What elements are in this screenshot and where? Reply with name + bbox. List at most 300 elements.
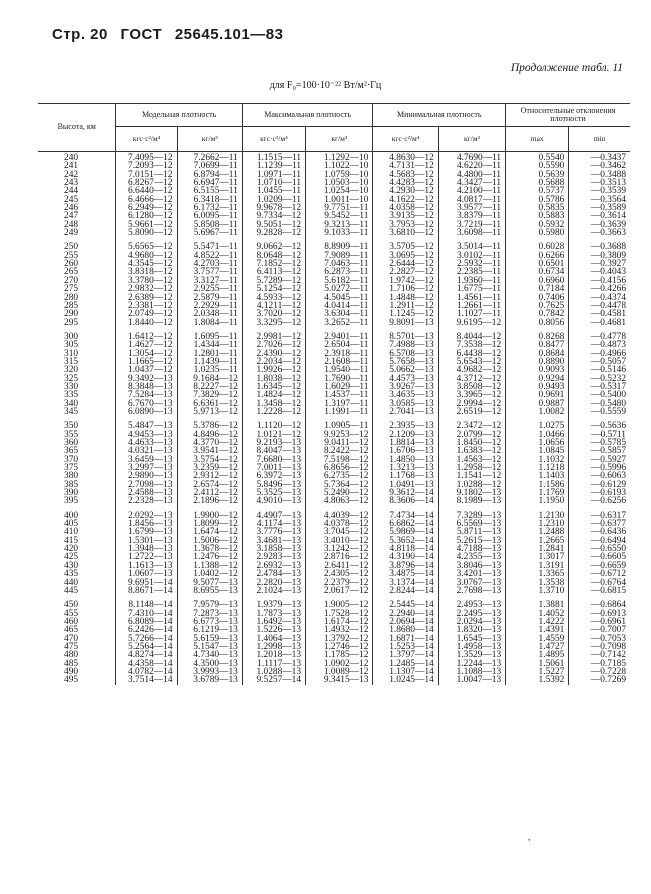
value-cell: 3.3127—11 [177, 277, 242, 285]
value-cell: —0.3564 [569, 196, 630, 204]
value-cell: —0.6063 [569, 472, 630, 480]
height-cell: 245 [64, 194, 79, 205]
value-cell: 1.2228—12 [242, 408, 305, 416]
value-cell: 1.6706—13 [373, 447, 438, 455]
value-cell: —0.4778 [569, 333, 630, 341]
value-cell: 2.9255—11 [177, 285, 242, 293]
value-cell: 1.8038—12 [242, 375, 305, 383]
value-cell: 6.6947—11 [177, 179, 242, 187]
value-cell: 1.6799—13 [116, 528, 177, 536]
value-cell: 2.3918—11 [306, 350, 373, 358]
value-cell: 4.3427—11 [438, 179, 505, 187]
value-cell: 7.0463—11 [306, 260, 373, 268]
value-cell: 1.0235—11 [177, 366, 242, 374]
value-cell: 6.5155—11 [177, 187, 242, 195]
value-cell: 1.1541—12 [438, 472, 505, 480]
height-cell: 310 [64, 348, 79, 359]
value-cell: 2.0799—12 [438, 431, 505, 439]
value-cell: 8.3848—13 [116, 383, 177, 391]
value-cell: —0.4478 [569, 302, 630, 310]
value-cell: 0.7842 [506, 310, 569, 318]
height-cell: 370 [64, 454, 79, 465]
value-cell: —0.3539 [569, 187, 630, 195]
value-cell: 1.8320—13 [438, 626, 505, 634]
value-cell: 1.6492—13 [242, 618, 305, 626]
value-cell: —0.7142 [569, 651, 630, 659]
value-cell: 9.1033—11 [306, 229, 373, 237]
value-cell: 8.2227—12 [177, 383, 242, 391]
value-cell: —0.3809 [569, 252, 630, 260]
value-cell: 0.5786 [506, 196, 569, 204]
height-cell: 480 [64, 650, 79, 661]
value-cell: 1.9360—11 [438, 277, 505, 285]
value-cell: 7.1852—12 [242, 260, 305, 268]
value-cell: 1.0971—11 [242, 171, 305, 179]
height-cell: 325 [64, 373, 79, 384]
value-cell: 1.7528—12 [306, 610, 373, 618]
value-cell: —0.6436 [569, 528, 630, 536]
value-cell: 1.6412—12 [116, 333, 177, 341]
value-cell: —0.6961 [569, 618, 630, 626]
value-cell: 1.0011—10 [306, 196, 373, 204]
value-cell: 1.3054—12 [116, 350, 177, 358]
value-cell: 4.3770—12 [177, 439, 242, 447]
value-cell: 1.2665 [506, 537, 569, 545]
value-cell: 3.5014—11 [438, 243, 505, 251]
value-cell: 1.0402—12 [177, 570, 242, 578]
value-cell: 3.9267—13 [373, 383, 438, 391]
table-row [38, 587, 630, 595]
value-cell: —0.4966 [569, 350, 630, 358]
value-cell: 2.4784—13 [242, 570, 305, 578]
value-cell: 1.4391 [506, 626, 569, 634]
value-cell: 2.2034—12 [242, 358, 305, 366]
value-cell: 1.6474—12 [177, 528, 242, 536]
value-cell: 0.9294 [506, 375, 569, 383]
value-cell: —0.4581 [569, 310, 630, 318]
value-cell: 1.2958—12 [438, 464, 505, 472]
value-cell: 0.5932 [506, 221, 569, 229]
value-cell: 9.7334—12 [242, 212, 305, 220]
height-cell: 455 [64, 608, 79, 619]
value-cell: 1.4958—13 [438, 643, 505, 651]
value-cell: 4.4358—14 [116, 660, 177, 668]
value-cell: 3.6810—12 [373, 229, 438, 237]
value-cell: 1.0254—10 [306, 187, 373, 195]
value-cell: 1.0759—10 [306, 171, 373, 179]
value-cell: 1.9379—13 [242, 601, 305, 609]
value-cell: 3.6459—13 [116, 456, 177, 464]
value-cell: 3.4635—13 [373, 391, 438, 399]
value-cell: 1.5227 [506, 668, 569, 676]
value-cell: 1.4824—12 [242, 391, 305, 399]
value-cell: 1.8440—12 [116, 319, 177, 327]
table-row [38, 408, 630, 416]
value-cell: —0.3663 [569, 229, 630, 237]
value-cell: 6.6773—13 [177, 618, 242, 626]
value-cell: 4.9453—13 [116, 431, 177, 439]
value-cell: 5.7658—13 [373, 358, 438, 366]
height-cell: 285 [64, 300, 79, 311]
value-cell: 2.0348—11 [177, 310, 242, 318]
value-cell: 7.2093—12 [116, 162, 177, 170]
value-cell: 6.5708—13 [373, 350, 438, 358]
value-cell: 2.0292—13 [116, 512, 177, 520]
value-cell: 1.7690—11 [306, 375, 373, 383]
value-cell: 6.7670—13 [116, 400, 177, 408]
value-cell: 9.5077—13 [177, 579, 242, 587]
value-cell: 1.9926—12 [242, 366, 305, 374]
value-cell: 2.2495—13 [438, 610, 505, 618]
value-cell: 7.5198—12 [306, 456, 373, 464]
value-cell: 1.4537—11 [306, 391, 373, 399]
value-cell: 3.0767—13 [438, 579, 505, 587]
value-cell: 9.6195—12 [438, 319, 505, 327]
value-cell: —0.3437 [569, 152, 630, 163]
value-cell: 0.5639 [506, 171, 569, 179]
value-cell: 0.9093 [506, 366, 569, 374]
value-cell: 3.7776—13 [242, 528, 305, 536]
value-cell: 0.6960 [506, 277, 569, 285]
value-cell: 1.4848—12 [373, 294, 438, 302]
value-cell: 1.1515—11 [242, 152, 305, 163]
value-cell: 2.1608—11 [306, 358, 373, 366]
height-cell: 280 [64, 292, 79, 303]
value-cell: 2.8716—12 [306, 553, 373, 561]
height-cell: 240 [64, 153, 79, 163]
value-cell: 1.9005—12 [306, 601, 373, 609]
value-cell: 1.1218 [506, 464, 569, 472]
value-cell: 6.8656—12 [306, 464, 373, 472]
value-cell: 1.6545—13 [438, 635, 505, 643]
height-cell: 247 [64, 211, 79, 222]
value-cell: 9.9253—12 [306, 431, 373, 439]
value-cell: 2.0294—13 [438, 618, 505, 626]
value-cell: —0.7185 [569, 660, 630, 668]
height-cell: 410 [64, 527, 79, 538]
value-cell: 0.7406 [506, 294, 569, 302]
unit-header: кг/м³ [306, 127, 373, 152]
value-cell: 6.3418—11 [177, 196, 242, 204]
value-cell: 1.1307—14 [373, 668, 438, 676]
value-cell: 1.3365 [506, 570, 569, 578]
value-cell: 1.2841 [506, 545, 569, 553]
height-cell: 241 [64, 161, 79, 172]
value-cell: 1.2998—13 [242, 643, 305, 651]
value-cell: 6.4113—12 [242, 268, 305, 276]
value-cell: 1.1022—10 [306, 162, 373, 170]
value-cell: 0.5737 [506, 187, 569, 195]
value-cell: —0.4043 [569, 268, 630, 276]
page-number: Стр. 20 [52, 26, 108, 43]
value-cell: 2.9401—11 [306, 333, 373, 341]
value-cell: 1.0288—13 [242, 668, 305, 676]
height-cell: 435 [64, 569, 79, 580]
value-cell: 1.3458—12 [242, 400, 305, 408]
unit-header: кгс·с²/м⁴ [242, 127, 305, 152]
value-cell: 0.6028 [506, 243, 569, 251]
value-cell: 1.4344—11 [177, 341, 242, 349]
value-cell: —0.4681 [569, 319, 630, 327]
value-cell: 6.2426—14 [116, 626, 177, 634]
value-cell: 0.8890 [506, 358, 569, 366]
value-cell: 8.8671—14 [116, 587, 177, 595]
value-cell: —0.5559 [569, 408, 630, 416]
value-cell: 9.5452—11 [306, 212, 373, 220]
value-cell: 0.7184 [506, 285, 569, 293]
value-cell: 1.3948—13 [116, 545, 177, 553]
value-cell: 5.3786—12 [177, 422, 242, 430]
value-cell: 7.0011—13 [242, 464, 305, 472]
value-cell: 1.3538 [506, 579, 569, 587]
value-cell: 2.2827—12 [373, 268, 438, 276]
standard-number: 25645.101—83 [174, 26, 284, 43]
value-cell: 3.7577—11 [177, 268, 242, 276]
value-cell: 8.1989—13 [438, 497, 505, 505]
value-cell: 6.3972—13 [242, 472, 305, 480]
value-cell: 4.4573—13 [373, 375, 438, 383]
value-cell: 3.5754—12 [177, 456, 242, 464]
value-cell: 1.0047—13 [438, 676, 505, 684]
value-cell: —0.6193 [569, 489, 630, 497]
value-cell: 2.7041—13 [373, 408, 438, 416]
value-cell: 4.3190—14 [373, 553, 438, 561]
value-cell: 1.0275 [506, 422, 569, 430]
value-cell: 3.8796—14 [373, 562, 438, 570]
value-cell: 1.1027—11 [438, 310, 505, 318]
value-cell: 1.8680—14 [373, 626, 438, 634]
value-cell: —0.5636 [569, 422, 630, 430]
value-cell: —0.3488 [569, 171, 630, 179]
value-cell: 1.1239—11 [242, 162, 305, 170]
height-cell: 355 [64, 429, 79, 440]
value-cell: 7.2873—13 [177, 610, 242, 618]
height-cell: 415 [64, 535, 79, 546]
value-cell: 7.6680—13 [242, 456, 305, 464]
height-cell: 380 [64, 471, 79, 482]
height-cell: 460 [64, 616, 79, 627]
value-cell: 3.9577—11 [438, 204, 505, 212]
value-cell: 3.0695—12 [373, 252, 438, 260]
value-cell: 5.7364—12 [306, 481, 373, 489]
value-cell: 1.8084—11 [177, 319, 242, 327]
value-cell: 3.8508—12 [438, 383, 505, 391]
value-cell: 5.2615—13 [438, 537, 505, 545]
value-cell: 7.0699—11 [177, 162, 242, 170]
unit-header: кг/м³ [438, 127, 505, 152]
value-cell: 1.3017 [506, 553, 569, 561]
value-cell: 1.6345—12 [242, 383, 305, 391]
value-cell: 4.5933—12 [242, 294, 305, 302]
value-cell: 8.4044—12 [438, 333, 505, 341]
value-cell: 9.0662—12 [242, 243, 305, 251]
value-cell: 1.8456—13 [116, 520, 177, 528]
value-cell: 4.4800—11 [438, 171, 505, 179]
value-cell: 4.0817—11 [438, 196, 505, 204]
value-cell: 4.6220—11 [438, 162, 505, 170]
value-cell: 4.7340—13 [177, 651, 242, 659]
value-cell: 1.1665—12 [116, 358, 177, 366]
value-cell: 2.1896—12 [177, 497, 242, 505]
value-cell: —0.6605 [569, 553, 630, 561]
height-cell: 420 [64, 544, 79, 555]
value-cell: 8.8909—11 [306, 243, 373, 251]
value-cell: 7.4988—13 [373, 341, 438, 349]
value-cell: —0.5057 [569, 358, 630, 366]
value-cell: —0.5711 [569, 431, 630, 439]
value-cell: —0.5317 [569, 383, 630, 391]
height-cell: 248 [64, 219, 79, 230]
value-cell: 5.9713—12 [177, 408, 242, 416]
value-cell: 1.0607—13 [116, 570, 177, 578]
value-cell: 1.5392 [506, 676, 569, 684]
value-cell: 2.7098—13 [116, 481, 177, 489]
value-cell: 3.8318—12 [116, 268, 177, 276]
header-model-density: Модельная плотность [116, 104, 242, 127]
unit-header: max [506, 127, 569, 152]
table-continuation: Продолжение табл. 11 [510, 62, 623, 74]
value-cell: 2.2820—13 [242, 579, 305, 587]
header-height: Высота, км [38, 104, 116, 152]
value-cell: 9.5051—12 [242, 221, 305, 229]
height-cell: 400 [64, 510, 79, 521]
value-cell: 2.9994—12 [438, 400, 505, 408]
value-cell: 1.5226—13 [242, 626, 305, 634]
value-cell: 3.7020—12 [242, 310, 305, 318]
value-cell: 4.8063—12 [306, 497, 373, 505]
value-cell: 5.1254—12 [242, 285, 305, 293]
value-cell: 9.1802—13 [438, 489, 505, 497]
table-row [38, 229, 630, 237]
height-cell: 335 [64, 390, 79, 401]
value-cell: 1.4559 [506, 635, 569, 643]
value-cell: 1.0656 [506, 439, 569, 447]
value-cell: 3.8379—11 [438, 212, 505, 220]
value-cell: 1.3797—14 [373, 651, 438, 659]
value-cell: 9.2828—12 [242, 229, 305, 237]
value-cell: 2.7026—12 [242, 341, 305, 349]
page-header [52, 26, 291, 43]
value-cell: 1.1769 [506, 489, 569, 497]
value-cell: —0.3513 [569, 179, 630, 187]
value-cell: 1.2911—12 [373, 302, 438, 310]
height-cell: 495 [64, 675, 79, 686]
height-cell: 305 [64, 340, 79, 351]
unit-header: min [569, 127, 630, 152]
height-cell: 405 [64, 519, 79, 530]
height-cell: 315 [64, 356, 79, 367]
value-cell: 1.2018—13 [242, 651, 305, 659]
value-cell: 4.8118—14 [373, 545, 438, 553]
height-cell: 430 [64, 560, 79, 571]
value-cell: 1.0905—11 [306, 422, 373, 430]
value-cell: 5.7266—14 [116, 635, 177, 643]
value-cell: 0.8056 [506, 319, 569, 327]
value-cell: 3.3780—12 [116, 277, 177, 285]
value-cell: 3.7045—12 [306, 528, 373, 536]
value-cell: 7.9089—11 [306, 252, 373, 260]
height-cell: 330 [64, 381, 79, 392]
value-cell: 7.4734—14 [373, 512, 438, 520]
value-cell: 1.3197—11 [306, 400, 373, 408]
value-cell: 0.5590 [506, 162, 569, 170]
value-cell: 4.8522—11 [177, 252, 242, 260]
value-cell: 9.8091—13 [373, 319, 438, 327]
value-cell: 0.6266 [506, 252, 569, 260]
value-cell: —0.6764 [569, 579, 630, 587]
value-cell: 0.5688 [506, 179, 569, 187]
value-cell: 1.0503—10 [306, 179, 373, 187]
value-cell: 1.0455—11 [242, 187, 305, 195]
value-cell: 5.9661—12 [116, 221, 177, 229]
value-cell: 1.1950 [506, 497, 569, 505]
value-cell: 0.6734 [506, 268, 569, 276]
height-cell: 375 [64, 463, 79, 474]
value-cell: 2.5879—11 [177, 294, 242, 302]
value-cell: 7.5284—13 [116, 391, 177, 399]
table-row [38, 319, 630, 327]
value-cell: 2.6411—12 [306, 562, 373, 570]
value-cell: 4.4633—13 [116, 439, 177, 447]
value-cell: —0.5400 [569, 391, 630, 399]
value-cell: 2.8244—14 [373, 587, 438, 595]
value-cell: 6.0095—11 [177, 212, 242, 220]
value-cell: 8.0648—12 [242, 252, 305, 260]
value-cell: 9.9678—12 [242, 204, 305, 212]
value-cell: 1.4627—12 [116, 341, 177, 349]
value-cell: 4.2930—12 [373, 187, 438, 195]
header-min-density: Минимальная плотность [373, 104, 506, 127]
value-cell: 3.7219—11 [438, 221, 505, 229]
value-cell: 1.4052 [506, 610, 569, 618]
value-cell: 6.6440—12 [116, 187, 177, 195]
value-cell: 2.2929—11 [177, 302, 242, 310]
value-cell: —0.4156 [569, 277, 630, 285]
value-cell: 1.2485—14 [373, 660, 438, 668]
value-cell: 3.7514—14 [116, 676, 177, 684]
value-cell: 3.2652—11 [306, 319, 373, 327]
height-cell: 255 [64, 250, 79, 261]
value-cell: 1.9742—12 [373, 277, 438, 285]
value-cell: 1.2722—13 [116, 553, 177, 561]
value-cell: 1.3881 [506, 601, 569, 609]
value-cell: 4.0414—11 [306, 302, 373, 310]
value-cell: 2.6519—12 [438, 408, 505, 416]
unit-header: кгс·с²/м⁴ [116, 127, 177, 152]
value-cell: 5.4847—13 [116, 422, 177, 430]
value-cell: 1.3710 [506, 587, 569, 595]
value-cell: 1.6095—11 [177, 333, 242, 341]
value-cell: 1.1292—10 [306, 152, 373, 163]
density-table [38, 103, 630, 685]
value-cell: 1.0491—13 [373, 481, 438, 489]
value-cell: 1.9900—12 [177, 512, 242, 520]
value-cell: 1.0437—12 [116, 366, 177, 374]
value-cell: 2.3472—12 [438, 422, 505, 430]
height-cell: 390 [64, 488, 79, 499]
value-cell: 2.9283—13 [242, 553, 305, 561]
value-cell: 4.3712—12 [438, 375, 505, 383]
value-cell: 3.4875—14 [373, 570, 438, 578]
page-mark: , [528, 832, 531, 842]
value-cell: —0.6712 [569, 570, 630, 578]
value-cell: —0.6550 [569, 545, 630, 553]
value-cell: 2.0694—14 [373, 618, 438, 626]
value-cell: 3.9135—12 [373, 212, 438, 220]
value-cell: 4.0378—12 [306, 520, 373, 528]
value-cell: 6.4438—12 [438, 350, 505, 358]
value-cell: 5.7289—12 [242, 277, 305, 285]
